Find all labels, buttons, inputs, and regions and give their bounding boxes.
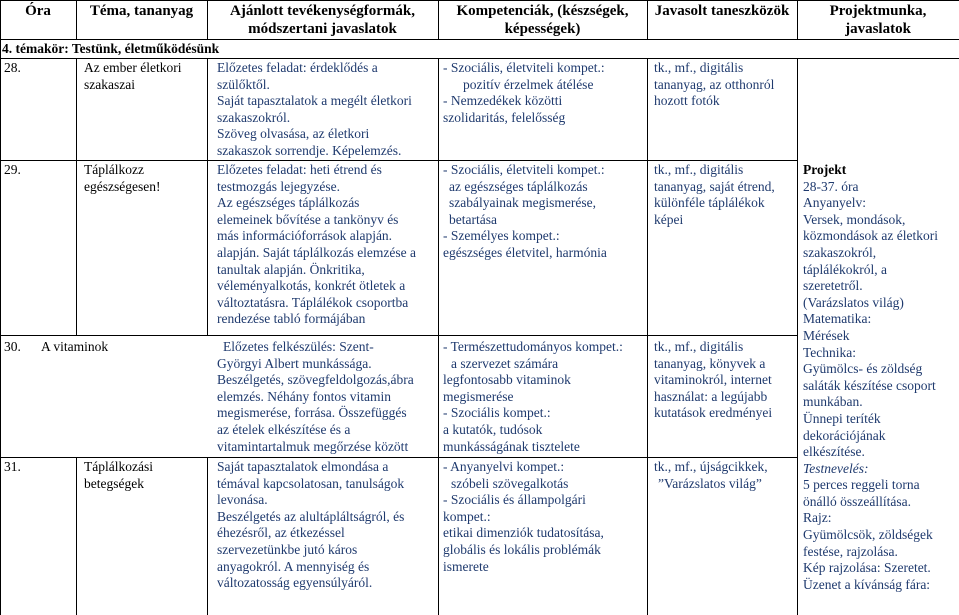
row-30-komp-line: munkásságának tisztelete	[443, 438, 580, 454]
row-31-komp-line: - Anyanyelvi kompet.:	[443, 459, 565, 474]
row-31-tev-line: szervezetünkbe jutó káros	[217, 541, 358, 557]
row-29-tev-line: alapján. Saját táplálkozás elemzése a	[217, 244, 417, 260]
row-divider-28-29	[0, 160, 797, 161]
row-28-tev-line: Saját tapasztalatok a megélt életkori	[217, 93, 412, 109]
row-31-ora: 31.	[4, 459, 21, 474]
row-30-eszk-line: tk., mf., digitális	[654, 339, 744, 354]
projekt-line: Versek, mondások,	[803, 211, 906, 227]
row-28-ora: 28.	[4, 60, 21, 75]
row-31-tev-line: Beszélgetés az alultápláltságról, és	[217, 508, 405, 524]
row-30-komp-line: - Természettudományos kompet.:	[443, 339, 623, 354]
row-30-komp-line: megismerése	[443, 388, 514, 404]
row-30-tev-line: Beszélgetés, szövegfeldolgozás,ábra	[217, 372, 414, 388]
projekt-line: Mérések	[803, 327, 850, 343]
row-31-tev-line: változatosság egyensúlyáról.	[217, 575, 373, 591]
row-29-tev-line: véleményalkotás, konkrét ötletek a	[217, 278, 406, 294]
col-divider-1	[0, 0, 1, 615]
projekt-line: Gyümölcs- és zöldség	[803, 361, 923, 377]
header-kompetenciak	[438, 2, 647, 38]
row-29-eszkoz	[654, 162, 775, 228]
row-29-tev-line: rendezése tabló formájában	[217, 311, 366, 327]
projekt-line: Gyümölcsök, zöldségek	[803, 527, 933, 543]
row-30-eszk-line: tananyag, könyvek a	[654, 355, 766, 371]
row-31-tema-line: Táplálkozási	[84, 459, 153, 474]
row-30-ora: 30.	[4, 339, 21, 354]
row-29-komp-line: az egészséges táplálkozás	[449, 178, 588, 194]
row-28-komp-line: - Szociális, életviteli kompet.:	[443, 60, 605, 75]
row-29-komp-line: szabályainak megismerése,	[449, 195, 596, 211]
row-29-komp-line: - Szociális, életviteli kompet.:	[443, 162, 605, 177]
row-29-tev-line: más információforrások alapján.	[217, 228, 393, 244]
row-divider-29-30	[0, 335, 797, 336]
header-eszkozok: Javasolt taneszközök	[654, 3, 790, 19]
projekt-line: Matematika:	[803, 311, 872, 327]
row-29-eszk-line: tananyag, saját étrend,	[654, 178, 775, 194]
projekt-testneveles-label: Testnevelés:	[803, 460, 869, 476]
projekt-line: Ünnepi teríték	[803, 410, 881, 426]
row-29-tema	[84, 162, 160, 195]
col-divider-6b	[797, 58, 798, 615]
row-31-komp-line: etikai dimenziók tudatosítása,	[443, 525, 604, 541]
row-29-tema-line: Táplálkozz	[84, 162, 144, 177]
table-border-top	[0, 0, 959, 1]
projekt-line: szakaszokról,	[803, 244, 877, 260]
row-31-tema-line: betegségek	[84, 475, 144, 491]
row-30-komp-line: - Szociális kompet.:	[443, 405, 551, 421]
header-divider	[0, 39, 959, 40]
col-divider-4b	[438, 58, 439, 615]
row-31-komp-line: kompet.:	[443, 508, 491, 524]
section-title: 4. témakör: Testünk, életműködésünk	[2, 41, 220, 56]
row-28-komp-line: szolidaritás, felelősség	[443, 109, 566, 125]
row-31-tev-line: Saját tapasztalatok elmondása a	[217, 459, 389, 474]
projekt-line: önálló összeállítása.	[803, 493, 911, 509]
row-29-eszk-line: képei	[654, 211, 684, 227]
row-28-tev-line: szakaszok sorrendje. Képelemzés.	[217, 142, 402, 158]
projekt-line: dekorációjának	[803, 427, 886, 443]
col-divider-3b	[207, 58, 208, 335]
row-29-tema-line: egészségesen!	[84, 178, 161, 194]
row-30-tema	[41, 339, 108, 356]
row-31-tev-line: témával kapcsolatosan, tanulságok	[217, 475, 405, 491]
row-30-tev-line: Előzetes felkészülés: Szent-	[223, 339, 374, 354]
row-31-tev-line: levonása.	[217, 492, 268, 508]
row-29-tev-line: tanultak alapján. Önkritika,	[217, 261, 365, 277]
row-31-komp-line: szóbeli szövegalkotás	[451, 475, 569, 491]
row-29-tev-line: elemeinek bővítése a tankönyv és	[217, 211, 399, 227]
row-28-tema-line: szakaszai	[84, 76, 135, 92]
row-29-tevekenyseg	[217, 162, 416, 328]
row-30-kompetencia	[443, 339, 623, 455]
row-28-tev-line: Szöveg olvasása, az életkori	[217, 126, 370, 142]
row-28-komp-line: pozitív érzelmek átélése	[463, 76, 594, 92]
row-31-eszkoz	[654, 459, 768, 492]
header-projekt-line1: Projektmunka,	[829, 3, 927, 19]
header-tevekenyseg-line2: módszertani javaslatok	[248, 21, 397, 37]
row-31-tev-line: anyagokról. A mennyiség és	[217, 558, 370, 574]
col-divider-2b	[76, 58, 77, 335]
row-28-kompetencia	[443, 60, 605, 126]
projekt-line: 28-37. óra	[803, 178, 859, 194]
header-kompetenciak-line2: képességek)	[504, 21, 581, 37]
row-31-tevekenyseg	[217, 459, 404, 592]
projekt-line: Anyanyelv:	[803, 195, 866, 211]
row-divider-30-31	[0, 457, 797, 458]
projekt-line: Technika:	[803, 344, 857, 360]
row-28-tev-line: Előzetes feladat: érdeklődés a	[217, 60, 378, 75]
row-29-tev-line: Előzetes feladat: heti étrend és	[217, 162, 382, 177]
projekt-line: Üzenet a kívánság fára:	[803, 576, 931, 592]
row-30-tema-line: A vitaminok	[41, 339, 109, 354]
row-31-tev-line: éhezésről, az étkezéssel	[217, 525, 345, 541]
section-divider	[0, 58, 959, 59]
row-29-komp-line: - Személyes kompet.:	[443, 228, 560, 244]
row-30-komp-line: a szervezet számára	[451, 355, 559, 371]
row-30-tevekenyseg	[217, 339, 414, 455]
projekt-line: közmondások az életkori	[803, 228, 938, 244]
row-30-tev-line: elemzés. Néhány fontos vitamin	[217, 388, 391, 404]
row-28-eszk-line: hozott fotók	[654, 93, 720, 109]
projekt-line: szeretetről.	[803, 278, 863, 294]
row-28-tema-line: Az ember életkori	[84, 60, 182, 75]
projekt-line: Rajz:	[803, 510, 832, 526]
row-29-tev-line: Az egészséges táplálkozás	[217, 195, 360, 211]
header-tevekenyseg-line1: Ajánlott tevékenységformák,	[230, 3, 415, 19]
row-31-komp-line: globális és lokális problémák	[443, 541, 601, 557]
row-29-komp-line: betartása	[449, 211, 497, 227]
row-30-tev-line: vitamintartalmuk megőrzése között	[217, 438, 409, 454]
row-28-komp-line: - Nemzedékek közötti	[443, 93, 563, 109]
row-28-eszkoz	[654, 60, 774, 110]
row-30-eszk-line: használat: a legújabb	[654, 388, 768, 404]
row-29-kompetencia	[443, 162, 607, 262]
row-31-eszk-line: tk., mf., újságcikkek,	[654, 459, 768, 474]
row-28-tev-line: szakaszokról.	[217, 109, 291, 125]
row-31-komp-line: ismerete	[443, 558, 489, 574]
row-30-tev-line: Györgyi Albert munkássága.	[217, 355, 372, 371]
row-31-kompetencia	[443, 459, 604, 575]
header-tema: Téma, tananyag	[89, 3, 194, 19]
projekt-line: 5 perces reggeli torna	[803, 477, 920, 493]
projekt-column	[803, 162, 938, 593]
row-29-tev-line: testmozgás lejegyzése.	[217, 178, 340, 194]
projekt-line: Kép rajzolása: Szeretet.	[803, 560, 931, 576]
projekt-line: (Varázslatos világ)	[803, 294, 904, 310]
row-29-ora: 29.	[4, 162, 21, 177]
header-projekt-line2: javaslatok	[845, 21, 911, 37]
row-30-eszk-line: kutatások eredményei	[654, 405, 773, 421]
row-28-tev-line: szülőktől.	[217, 76, 270, 92]
row-30-tev-line: megismerése, forrása. Összefüggés	[217, 405, 407, 421]
projekt-line: táplálékokról, a	[803, 261, 887, 277]
row-29-komp-line: egészséges életvitel, harmónia	[443, 244, 607, 260]
row-29-tev-line: változtatásra. Táplálékok csoportba	[217, 294, 409, 310]
header-ora: Óra	[25, 3, 51, 19]
projekt-line: festése, rajzolása.	[803, 543, 898, 559]
header-kompetenciak-line1: Kompetenciák, (készségek,	[456, 3, 629, 19]
row-30-eszkoz	[654, 339, 772, 422]
col-divider-5b	[647, 58, 648, 615]
row-31-eszk-line: ”Varázslatos világ”	[658, 475, 762, 491]
row-30-komp-line: legfontosabb vitaminok	[443, 372, 571, 388]
row-28-tema	[84, 60, 181, 93]
row-29-eszk-line: különféle táplálékok	[654, 195, 765, 211]
header-tevekenyseg	[207, 2, 438, 38]
row-28-tevekenyseg	[217, 60, 412, 160]
col-divider-2c	[76, 457, 77, 615]
row-28-eszk-line: tananyag, az otthonról	[654, 76, 775, 92]
row-28-eszk-line: tk., mf., digitális	[654, 60, 744, 75]
row-30-tev-line: az ételek elkészítése és a	[217, 421, 351, 437]
projekt-line: munkában.	[803, 394, 863, 410]
projekt-line: saláták készítése csoport	[803, 377, 936, 393]
header-projekt	[797, 2, 959, 38]
row-31-komp-line: - Szociális és állampolgári	[443, 492, 586, 508]
projekt-title: Projekt	[803, 162, 847, 177]
row-30-eszk-line: vitaminokról, internet	[654, 372, 772, 388]
row-30-komp-line: a kutatók, tudósok	[443, 421, 543, 437]
projekt-line: elkészítése.	[803, 444, 865, 460]
row-31-tema	[84, 459, 153, 492]
col-divider-3c	[207, 457, 208, 615]
row-29-eszk-line: tk., mf., digitális	[654, 162, 744, 177]
